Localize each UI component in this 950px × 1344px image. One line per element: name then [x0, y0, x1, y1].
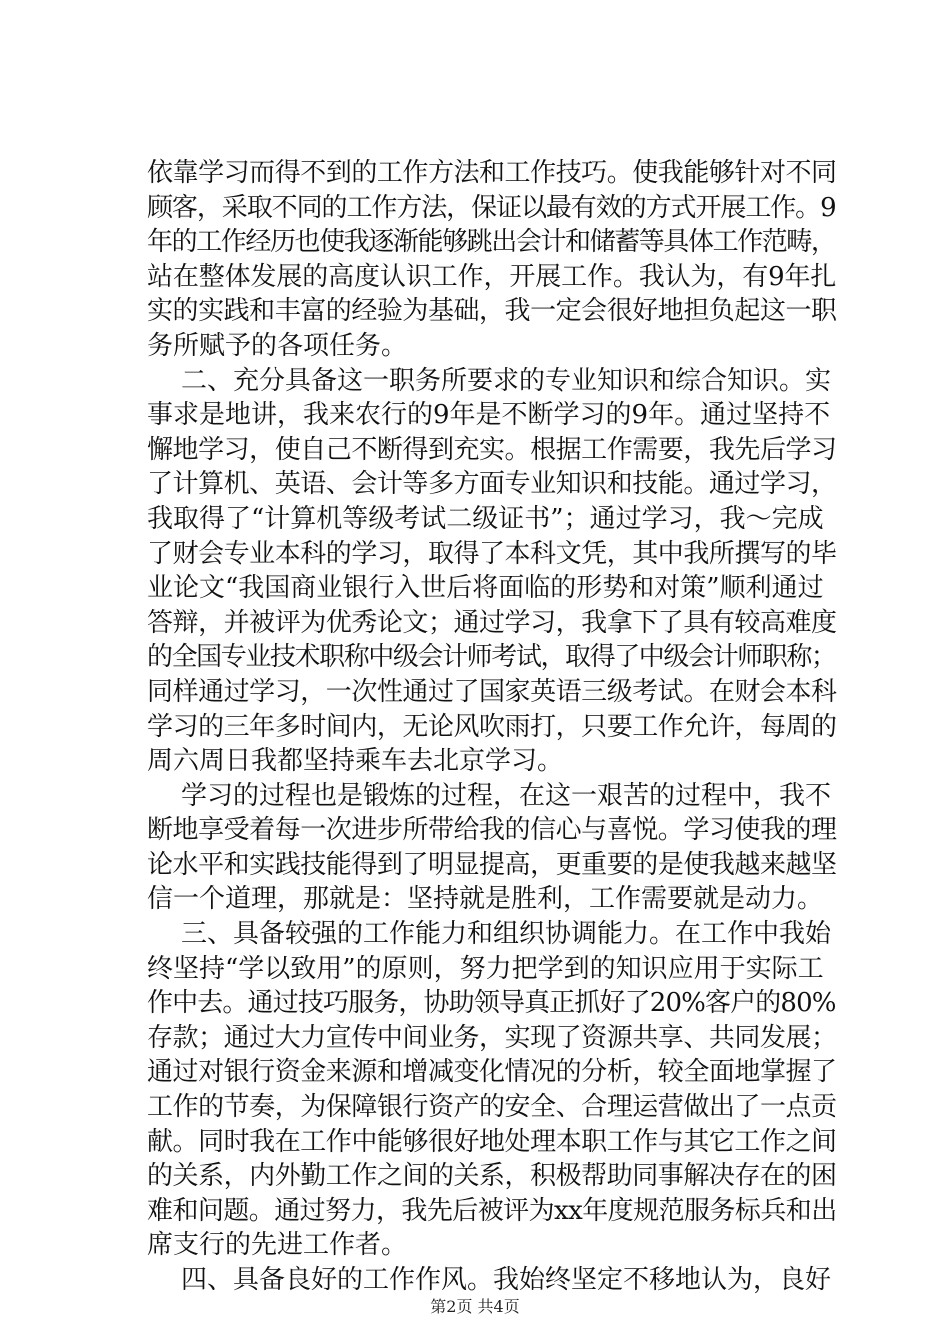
body-text [147, 156, 837, 1298]
text-line: 断地享受着每一次进步所带给我的信心与喜悦。学习使我的理 [147, 815, 837, 846]
text-line: 事求是地讲，我来农行的9年是不断学习的9年。通过坚持不 [147, 400, 831, 431]
text-line: 业论文“我国商业银行入世后将面临的形势和对策”顺利通过 [147, 573, 824, 604]
paragraph [147, 364, 837, 779]
text-line: 了计算机、英语、会计等多方面专业知识和技能。通过学习， [147, 469, 837, 500]
text-line: 学习的三年多时间内，无论风吹雨打，只要工作允许，每周的 [147, 711, 837, 742]
page-footer: 第2页 共4页 [430, 1297, 520, 1316]
text-line: 四、具备良好的工作作风。我始终坚定不移地认为，良好 [181, 1265, 832, 1295]
text-line: 实的实践和丰富的经验为基础，我一定会很好地担负起这一职 [147, 296, 837, 327]
text-line: 工作的节奏，为保障银行资产的安全、合理运营做出了一点贡 [147, 1092, 837, 1123]
text-line: 同样通过学习，一次性通过了国家英语三级考试。在财会本科 [147, 676, 837, 707]
paragraph [147, 917, 837, 1263]
text-line: 学习的过程也是锻炼的过程，在这一艰苦的过程中，我不 [181, 780, 832, 811]
text-line: 席支行的先进工作者。 [147, 1230, 408, 1261]
text-line: 难和问题。通过努力，我先后被评为xx年度规范服务标兵和出 [147, 1195, 837, 1226]
text-line: 论水平和实践技能得到了明显提高，更重要的是使我越来越坚 [147, 849, 837, 880]
text-line: 顾客，采取不同的工作方法，保证以最有效的方式开展工作。9 [147, 192, 836, 223]
text-line: 的关系，内外勤工作之间的关系，积极帮助同事解决存在的困 [147, 1161, 837, 1192]
text-line: 终坚持“学以致用”的原则，努力把学到的知识应用于实际工 [147, 953, 824, 984]
text-line: 信一个道理，那就是：坚持就是胜利，工作需要就是动力。 [147, 884, 824, 915]
text-line: 三、具备较强的工作能力和组织协调能力。在工作中我始 [181, 919, 832, 950]
paragraph [147, 1263, 837, 1298]
text-line: 通过对银行资金来源和增减变化情况的分析，较全面地掌握了 [147, 1057, 837, 1088]
text-line: 二、充分具备这一职务所要求的专业知识和综合知识。实 [181, 365, 832, 396]
text-line: 周六周日我都坚持乘车去北京学习。 [147, 746, 564, 777]
text-line: 站在整体发展的高度认识工作，开展工作。我认为，有9年扎 [147, 261, 837, 292]
text-line: 献。同时我在工作中能够很好地处理本职工作与其它工作之间 [147, 1126, 837, 1157]
text-line: 务所赋予的各项任务。 [147, 330, 408, 361]
text-line: 存款；通过大力宣传中间业务，实现了资源共享、共同发展； [147, 1022, 837, 1053]
paragraph [147, 779, 837, 917]
text-line: 我取得了“计算机等级考试二级证书”；通过学习，我～完成 [147, 503, 824, 534]
text-line: 懈地学习，使自己不断得到充实。根据工作需要，我先后学习 [147, 434, 837, 465]
text-line: 答辩，并被评为优秀论文；通过学习，我拿下了具有较高难度 [147, 607, 837, 638]
paragraph [147, 156, 837, 364]
text-line: 依靠学习而得不到的工作方法和工作技巧。使我能够针对不同 [147, 158, 837, 188]
text-line: 了财会专业本科的学习，取得了本科文凭，其中我所撰写的毕 [147, 538, 837, 569]
text-line: 的全国专业技术职称中级会计师考试，取得了中级会计师职称； [147, 642, 836, 673]
text-line: 作中去。通过技巧服务，协助领导真正抓好了20%客户的80% [147, 988, 836, 1019]
text-line: 年的工作经历也使我逐渐能够跳出会计和储蓄等具体工作范畴， [147, 227, 836, 258]
